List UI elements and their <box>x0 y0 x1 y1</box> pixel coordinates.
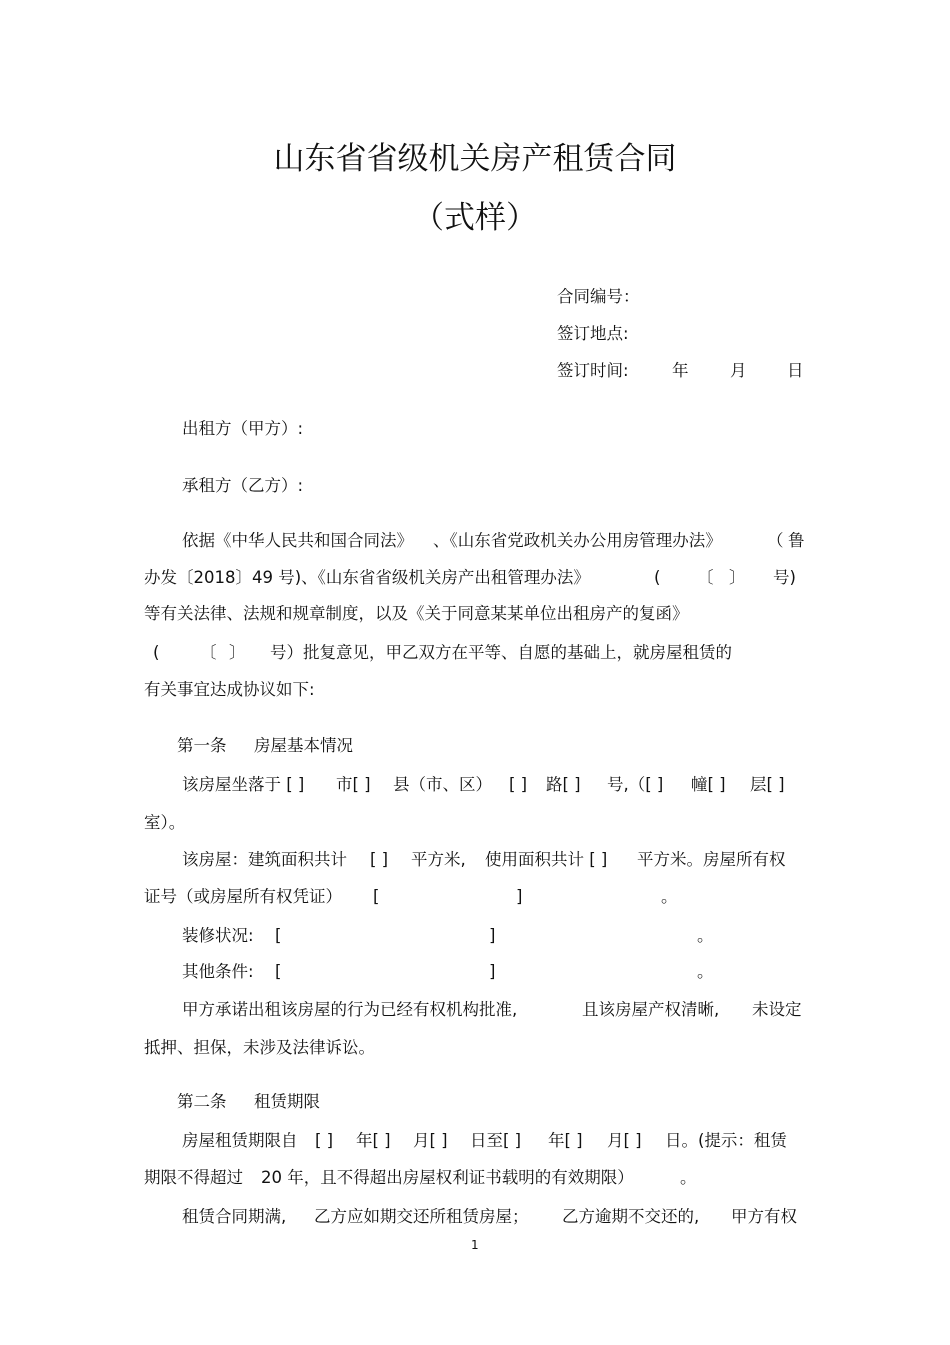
sign-place-label: 签订地点: <box>557 324 629 343</box>
article-2-title: 租赁期限 <box>254 1092 320 1111</box>
article-2-heading: 第二条 <box>177 1092 227 1111</box>
lessor-label: 出租方（甲方）: <box>182 419 304 438</box>
article-1-text: [ ] <box>370 850 389 869</box>
article-1-text: [ <box>373 887 380 906</box>
article-1-heading: 第一条 <box>177 736 227 755</box>
article-2-text: 日至[ ] <box>470 1131 522 1150</box>
preamble-text: ( <box>153 643 160 662</box>
preamble-text: 〕 <box>729 568 746 587</box>
lessee-label: 承租方（乙方）: <box>182 476 304 495</box>
article-1-text: 该房屋：建筑面积共计 <box>182 850 347 869</box>
sign-month: 月 <box>730 361 747 380</box>
article-2-text: 年[ ] <box>548 1131 583 1150</box>
article-1-text: 。 <box>661 887 678 906</box>
contract-number-label: 合同编号： <box>557 287 640 306</box>
preamble-text: 〕 <box>229 643 246 662</box>
article-1-text: 该房屋坐落于 [ ] <box>182 775 305 794</box>
article-1-title: 房屋基本情况 <box>254 736 353 755</box>
preamble-text: 〔 <box>697 568 714 587</box>
preamble-text: 办发〔2018〕49 号)、《山东省省级机关房产出租管理办法》 <box>144 568 590 587</box>
article-1-text: [ ] <box>509 775 528 794</box>
page-number: 1 <box>471 1238 479 1252</box>
article-1-text: 幢[ ] <box>691 775 726 794</box>
article-1-text: 室）。 <box>144 813 186 832</box>
article-2-text: 月[ ] <box>607 1131 642 1150</box>
preamble-text: 、《山东省党政机关办公用房管理办法》 <box>433 531 722 550</box>
article-2-text: 乙方应如期交还所租赁房屋； <box>314 1207 529 1226</box>
other-bracket-open: [ <box>275 962 282 981</box>
article-2-text: 。 <box>680 1168 697 1187</box>
article-1-text: 抵押、担保，未涉及法律诉讼。 <box>144 1038 375 1057</box>
article-1-text: 证号（或房屋所有权凭证） <box>144 887 342 906</box>
article-1-text: 号,（[ ] <box>607 775 664 794</box>
decoration-bracket-close: ] <box>489 926 496 945</box>
article-1-text: 甲方承诺出租该房屋的行为已经有权机构批准, <box>182 1000 518 1019</box>
article-2-text: [ ] <box>315 1131 334 1150</box>
sign-time-label: 签订时间: <box>557 361 629 380</box>
article-2-text: 房屋租赁期限自 <box>182 1131 298 1150</box>
other-conditions-label: 其他条件: <box>182 962 254 981</box>
article-2-text: 租赁合同期满, <box>182 1207 287 1226</box>
article-2-text: 年[ ] <box>356 1131 391 1150</box>
preamble-text: 等有关法律、法规和规章制度，以及《关于同意某某单位出租房产的复函》 <box>144 604 689 623</box>
article-1-text: 市[ ] <box>336 775 371 794</box>
article-1-text: 且该房屋产权清晰, <box>582 1000 720 1019</box>
article-2-text: 乙方逾期不交还的, <box>562 1207 700 1226</box>
preamble-text: 依据《中华人民共和国合同法》 <box>182 531 413 550</box>
preamble-text: 鲁 <box>788 531 805 550</box>
article-1-text: 路[ ] <box>546 775 581 794</box>
article-1-text: ] <box>516 887 523 906</box>
document-title: 山东省省级机关房产租赁合同 <box>273 141 677 177</box>
preamble-text: 〔 <box>200 643 217 662</box>
decoration-bracket-open: [ <box>275 926 282 945</box>
preamble-text: 号) <box>773 568 796 587</box>
article-2-text: 期限不得超过 <box>144 1168 243 1187</box>
article-1-text: 平方米。房屋所有权 <box>637 850 786 869</box>
preamble-text: 有关事宜达成协议如下: <box>144 680 315 699</box>
preamble-text: 号）批复意见，甲乙双方在平等、自愿的基础上，就房屋租赁的 <box>270 643 732 662</box>
preamble-text: （ <box>767 531 784 550</box>
other-end: 。 <box>697 962 714 981</box>
decoration-label: 装修状况: <box>182 926 254 945</box>
document-subtitle: （式样） <box>413 200 537 236</box>
article-1-text: 县（市、区） <box>393 775 492 794</box>
article-1-text: 平方米, <box>411 850 466 869</box>
article-2-text: 月[ ] <box>413 1131 448 1150</box>
article-1-text: 使用面积共计 [ ] <box>485 850 608 869</box>
other-bracket-close: ] <box>489 962 496 981</box>
article-1-text: 未设定 <box>752 1000 802 1019</box>
sign-day: 日 <box>787 361 804 380</box>
article-2-text: 甲方有权 <box>731 1207 797 1226</box>
preamble-text: ( <box>654 568 661 587</box>
decoration-end: 。 <box>697 926 714 945</box>
article-2-text: 日。(提示：租赁 <box>665 1131 787 1150</box>
sign-year: 年 <box>672 361 689 380</box>
article-1-text: 层[ ] <box>750 775 785 794</box>
article-2-text: 20 年，且不得超出房屋权利证书载明的有效期限） <box>261 1168 634 1187</box>
